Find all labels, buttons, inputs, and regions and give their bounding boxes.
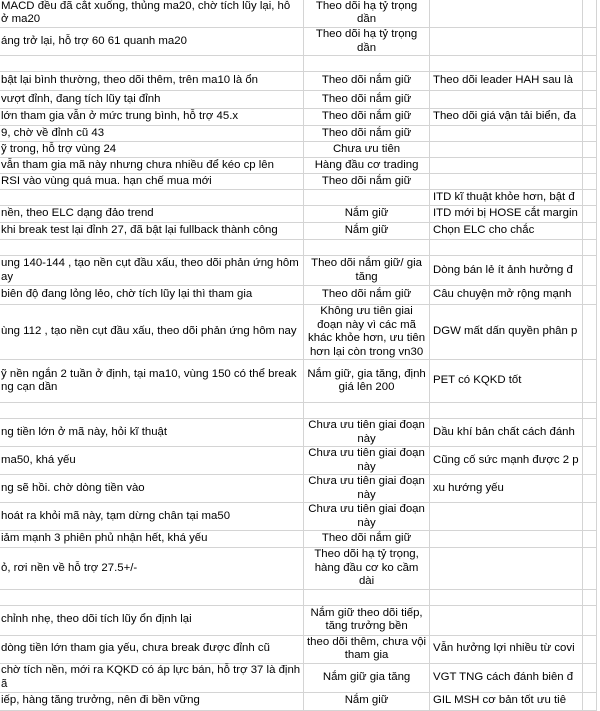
action-cell[interactable]: Chưa ưu tiên bbox=[304, 142, 430, 158]
extra-cell[interactable] bbox=[582, 174, 596, 190]
note-cell[interactable] bbox=[429, 548, 582, 590]
table-row bbox=[0, 475, 597, 503]
action-cell[interactable]: Nắm giữ bbox=[304, 692, 430, 710]
analysis-cell[interactable]: iếp, hàng tăng trưởng, nên đi bền vững bbox=[0, 692, 304, 710]
table-row bbox=[0, 158, 597, 174]
note-cell[interactable]: Cũng cố sức mạnh được 2 p bbox=[429, 447, 582, 475]
extra-cell[interactable] bbox=[582, 72, 596, 91]
analysis-cell[interactable]: ng tiền lớn ở mã này, hỏi kĩ thuật bbox=[0, 419, 304, 447]
table-row bbox=[0, 286, 597, 305]
extra-cell[interactable] bbox=[582, 126, 596, 142]
note-cell[interactable] bbox=[429, 0, 582, 28]
note-cell[interactable]: xu hướng yếu bbox=[429, 475, 582, 503]
table-row bbox=[0, 548, 597, 590]
action-cell[interactable]: Theo dõi hạ tỷ trọng dần bbox=[304, 28, 430, 56]
extra-cell[interactable] bbox=[582, 56, 596, 72]
note-cell[interactable]: Câu chuyện mở rộng mạnh bbox=[429, 286, 582, 305]
table-row bbox=[0, 91, 597, 109]
action-cell[interactable]: Theo dõi hạ tỷ trọng dần bbox=[304, 0, 430, 28]
analysis-cell[interactable]: ng sẽ hồi. chờ dòng tiền vào bbox=[0, 475, 304, 503]
note-cell[interactable]: VGT TNG cách đánh biên đ bbox=[429, 663, 582, 692]
action-cell[interactable] bbox=[304, 403, 430, 419]
action-cell[interactable]: Nắm giữ gia tăng bbox=[304, 663, 430, 692]
analysis-cell[interactable]: chỉnh nhẹ, theo dõi tích lũy ổn định lại bbox=[0, 605, 304, 635]
note-cell[interactable] bbox=[429, 158, 582, 174]
note-cell[interactable] bbox=[429, 56, 582, 72]
note-cell[interactable]: DGW mất dấn quyền phân p bbox=[429, 305, 582, 360]
extra-cell[interactable] bbox=[582, 475, 596, 503]
note-cell[interactable]: Theo dõi leader HAH sau là bbox=[429, 72, 582, 91]
table-row bbox=[0, 174, 597, 190]
table-row bbox=[0, 605, 597, 635]
extra-cell[interactable] bbox=[582, 663, 596, 692]
analysis-cell[interactable]: ung 140-144 , tạo nền cụt đầu xấu, theo dõi phản ứng hôm ay bbox=[0, 256, 304, 286]
action-cell[interactable]: Theo dõi nắm giữ bbox=[304, 109, 430, 126]
table-row bbox=[0, 0, 597, 28]
note-cell[interactable] bbox=[429, 91, 582, 109]
extra-cell[interactable] bbox=[582, 0, 596, 28]
action-cell[interactable]: Theo dõi nắm giữ bbox=[304, 126, 430, 142]
note-cell[interactable] bbox=[429, 589, 582, 605]
table-row bbox=[0, 663, 597, 692]
table-row bbox=[0, 72, 597, 91]
action-cell[interactable] bbox=[304, 56, 430, 72]
analysis-cell[interactable]: ùng 112 , tạo nền cụt đầu xấu, theo dõi phản ứng hôm nay bbox=[0, 305, 304, 360]
analysis-cell[interactable]: hoát ra khỏi mã này, tạm dừng chân tại ma50 bbox=[0, 503, 304, 531]
action-cell[interactable] bbox=[304, 190, 430, 206]
analysis-cell[interactable]: vẫn tham gia mã này nhưng chưa nhiều để kéo cp lên bbox=[0, 158, 304, 174]
table-row bbox=[0, 206, 597, 223]
note-cell[interactable] bbox=[429, 126, 582, 142]
table-row bbox=[0, 419, 597, 447]
analysis-cell[interactable] bbox=[0, 240, 304, 256]
analysis-cell[interactable]: nền, theo ELC dạng đảo trend bbox=[0, 206, 304, 223]
action-cell[interactable]: Nắm giữ, gia tăng, định giá lên 200 bbox=[304, 360, 430, 403]
note-cell[interactable] bbox=[429, 503, 582, 531]
table-row bbox=[0, 503, 597, 531]
extra-cell[interactable] bbox=[582, 419, 596, 447]
note-cell[interactable] bbox=[429, 403, 582, 419]
note-cell[interactable]: Dòng bán lẻ ít ảnh hưởng đ bbox=[429, 256, 582, 286]
extra-cell[interactable] bbox=[582, 158, 596, 174]
extra-cell[interactable] bbox=[582, 305, 596, 360]
note-cell[interactable]: ITD mới bị HOSE cắt margin bbox=[429, 206, 582, 223]
note-cell[interactable]: Dầu khí bản chất cách đánh bbox=[429, 419, 582, 447]
note-cell[interactable] bbox=[429, 240, 582, 256]
extra-cell[interactable] bbox=[582, 635, 596, 663]
analysis-cell[interactable]: MACD đều đã cắt xuống, thủng ma20, chờ tích lũy lại, hỗ ở ma20 bbox=[0, 0, 304, 28]
note-cell[interactable] bbox=[429, 142, 582, 158]
table-row bbox=[0, 190, 597, 206]
analysis-cell[interactable]: bật lại bình thường, theo dõi thêm, trên ma10 là ổn bbox=[0, 72, 304, 91]
analysis-cell[interactable]: chờ tích nền, mới ra KQKD có áp lực bán, hỗ trợ 37 là định ã bbox=[0, 663, 304, 692]
table-row bbox=[0, 692, 597, 710]
action-cell[interactable]: Không ưu tiên giai đoạn này vì các mã khác khỏe hơn, ưu tiên hơn lại còn trong vn30 bbox=[304, 305, 430, 360]
analysis-cell[interactable] bbox=[0, 589, 304, 605]
table-row bbox=[0, 240, 597, 256]
action-cell[interactable] bbox=[304, 589, 430, 605]
note-cell[interactable]: ITD kĩ thuật khỏe hơn, bật đ bbox=[429, 190, 582, 206]
extra-cell[interactable] bbox=[582, 360, 596, 403]
note-cell[interactable]: Vẫn hưởng lợi nhiều từ covi bbox=[429, 635, 582, 663]
extra-cell[interactable] bbox=[582, 28, 596, 56]
table-row bbox=[0, 28, 597, 56]
action-cell[interactable]: Chưa ưu tiên giai đoạn này bbox=[304, 447, 430, 475]
table-row bbox=[0, 56, 597, 72]
action-cell[interactable]: Nắm giữ theo dõi tiếp, tăng trưởng bền bbox=[304, 605, 430, 635]
extra-cell[interactable] bbox=[582, 190, 596, 206]
extra-cell[interactable] bbox=[582, 256, 596, 286]
action-cell[interactable]: Theo dõi nắm giữ bbox=[304, 286, 430, 305]
action-cell[interactable]: Chưa ưu tiên giai đoạn này bbox=[304, 419, 430, 447]
action-cell[interactable]: Nắm giữ bbox=[304, 206, 430, 223]
action-cell[interactable]: Theo dõi nắm giữ bbox=[304, 531, 430, 548]
analysis-cell[interactable]: áng trở lại, hỗ trợ 60 61 quanh ma20 bbox=[0, 28, 304, 56]
table-row bbox=[0, 447, 597, 475]
action-cell[interactable]: Theo dõi nắm giữ bbox=[304, 91, 430, 109]
action-cell[interactable]: Theo dõi nắm giữ bbox=[304, 72, 430, 91]
table-row bbox=[0, 305, 597, 360]
analysis-cell[interactable]: ỹ trong, hỗ trợ vùng 24 bbox=[0, 142, 304, 158]
note-cell[interactable]: Theo dõi giá vận tải biển, đa bbox=[429, 109, 582, 126]
extra-cell[interactable] bbox=[582, 403, 596, 419]
extra-cell[interactable] bbox=[582, 286, 596, 305]
action-cell[interactable]: Hàng đầu cơ trading bbox=[304, 158, 430, 174]
extra-cell[interactable] bbox=[582, 109, 596, 126]
analysis-cell[interactable] bbox=[0, 190, 304, 206]
note-cell[interactable]: PET có KQKD tốt bbox=[429, 360, 582, 403]
analysis-cell[interactable]: dòng tiền lớn tham gia yếu, chưa break được đỉnh cũ bbox=[0, 635, 304, 663]
analysis-cell[interactable]: ỏ, rơi nền về hỗ trợ 27.5+/- bbox=[0, 548, 304, 590]
extra-cell[interactable] bbox=[582, 589, 596, 605]
extra-cell[interactable] bbox=[582, 692, 596, 710]
analysis-cell[interactable]: lớn tham gia vẫn ở mức trung bình, hỗ trợ 45.x bbox=[0, 109, 304, 126]
note-cell[interactable] bbox=[429, 174, 582, 190]
extra-cell[interactable] bbox=[582, 142, 596, 158]
action-cell[interactable]: Theo dõi nắm giữ/ gia tăng bbox=[304, 256, 430, 286]
analysis-cell[interactable]: vượt đỉnh, đang tích lũy tại đỉnh bbox=[0, 91, 304, 109]
action-cell[interactable]: theo dõi thêm, chưa vội tham gia bbox=[304, 635, 430, 663]
extra-cell[interactable] bbox=[582, 605, 596, 635]
extra-cell[interactable] bbox=[582, 447, 596, 475]
analysis-cell[interactable]: khi break test lại đỉnh 27, đã bật lại fullback thành công bbox=[0, 223, 304, 240]
extra-cell[interactable] bbox=[582, 206, 596, 223]
extra-cell[interactable] bbox=[582, 503, 596, 531]
extra-cell[interactable] bbox=[582, 223, 596, 240]
analysis-cell[interactable] bbox=[0, 56, 304, 72]
table-row bbox=[0, 142, 597, 158]
table-row bbox=[0, 256, 597, 286]
analysis-cell[interactable]: RSI vào vùng quá mua. hạn chế mua mới bbox=[0, 174, 304, 190]
action-cell[interactable]: Theo dõi nắm giữ bbox=[304, 174, 430, 190]
extra-cell[interactable] bbox=[582, 240, 596, 256]
note-cell[interactable] bbox=[429, 531, 582, 548]
analysis-cell[interactable]: ma50, khá yếu bbox=[0, 447, 304, 475]
table-row bbox=[0, 635, 597, 663]
action-cell[interactable] bbox=[304, 240, 430, 256]
extra-cell[interactable] bbox=[582, 531, 596, 548]
table-row bbox=[0, 223, 597, 240]
note-cell[interactable] bbox=[429, 28, 582, 56]
analysis-cell[interactable]: ỹ nền ngắn 2 tuần ở định, tại ma10, vùng 150 có thể break ng cạn dần bbox=[0, 360, 304, 403]
table-row bbox=[0, 109, 597, 126]
extra-cell[interactable] bbox=[582, 548, 596, 590]
action-cell[interactable]: Chưa ưu tiên giai đoạn này bbox=[304, 475, 430, 503]
action-cell[interactable]: Theo dõi hạ tỷ trọng, hàng đầu cơ ko cầm dài bbox=[304, 548, 430, 590]
analysis-cell[interactable]: iảm mạnh 3 phiên phủ nhận hết, khá yếu bbox=[0, 531, 304, 548]
action-cell[interactable]: Chưa ưu tiên giai đoạn này bbox=[304, 503, 430, 531]
table-row bbox=[0, 403, 597, 419]
table-row bbox=[0, 126, 597, 142]
note-cell[interactable] bbox=[429, 605, 582, 635]
table-row bbox=[0, 531, 597, 548]
action-cell[interactable]: Nắm giữ bbox=[304, 223, 430, 240]
table-row bbox=[0, 360, 597, 403]
table-row bbox=[0, 589, 597, 605]
note-cell[interactable]: Chọn ELC cho chắc bbox=[429, 223, 582, 240]
note-cell[interactable]: GIL MSH cơ bản tốt ưu tiê bbox=[429, 692, 582, 710]
analysis-cell[interactable]: biên độ đang lỏng lẻo, chờ tích lũy lại thì tham gia bbox=[0, 286, 304, 305]
analysis-cell[interactable]: 9, chờ về đỉnh cũ 43 bbox=[0, 126, 304, 142]
analysis-cell[interactable] bbox=[0, 403, 304, 419]
extra-cell[interactable] bbox=[582, 91, 596, 109]
